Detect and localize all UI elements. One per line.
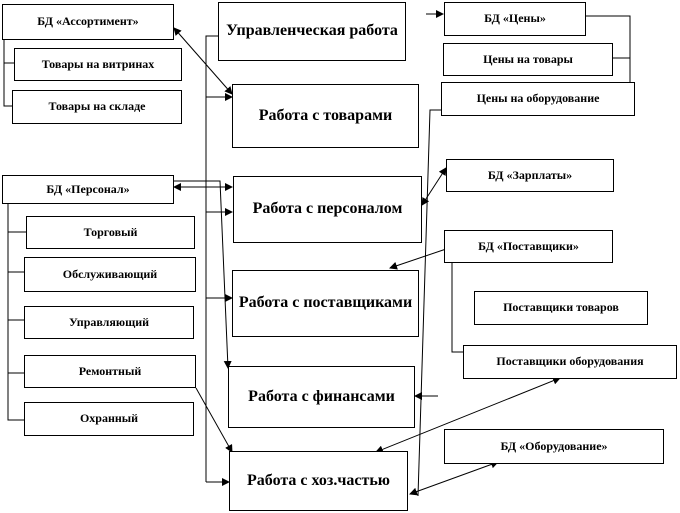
assortment-db: БД «Ассортимент» — [2, 4, 174, 40]
finance-block: Работа с финансами — [228, 366, 415, 428]
control-bus — [206, 36, 218, 482]
personnel-item-service: Обслуживающий — [24, 257, 196, 292]
personnel-item-repair: Ремонтный — [24, 355, 196, 388]
equipment-household-link — [410, 462, 498, 494]
personnel-item-trade: Торговый — [26, 216, 195, 249]
personnel-item-security: Охранный — [24, 402, 194, 436]
prices-db: БД «Цены» — [444, 2, 586, 36]
assortment-tree-branch — [4, 40, 12, 106]
suppliers-block: Работа с поставщиками — [232, 270, 419, 337]
supplierdb-suppliers-link — [390, 247, 452, 268]
suppliers-item-goods: Поставщики товаров — [474, 291, 648, 325]
suppliers-db: БД «Поставщики» — [444, 230, 613, 263]
equipment-db: БД «Оборудование» — [444, 429, 664, 464]
personnel-db: БД «Персонал» — [2, 175, 174, 204]
prices-item-goods: Цены на товары — [443, 43, 613, 76]
staff-block: Работа с персоналом — [233, 176, 422, 243]
supplierdb-bracket — [452, 262, 463, 352]
personnel-item-management: Управляющий — [24, 306, 194, 339]
prices-trunk — [418, 110, 441, 496]
household-block: Работа с хоз.частью — [229, 451, 408, 511]
goods-block: Работа с товарами — [232, 84, 419, 148]
assortment-tree-line — [4, 40, 14, 63]
assortment-item-warehouse: Товары на складе — [12, 90, 182, 124]
control-block: Управленческая работа — [218, 2, 406, 61]
personnel-tree-trunk — [8, 204, 24, 420]
salaries-staff-link — [422, 168, 446, 205]
repair-household-link — [196, 388, 232, 452]
assortment-item-showcase: Товары на витринах — [14, 48, 182, 81]
suppliers-item-equipment: Поставщики оборудования — [463, 345, 677, 379]
salaries-db: БД «Зарплаты» — [446, 159, 614, 192]
prices-item-equipment: Цены на оборудование — [441, 82, 635, 116]
